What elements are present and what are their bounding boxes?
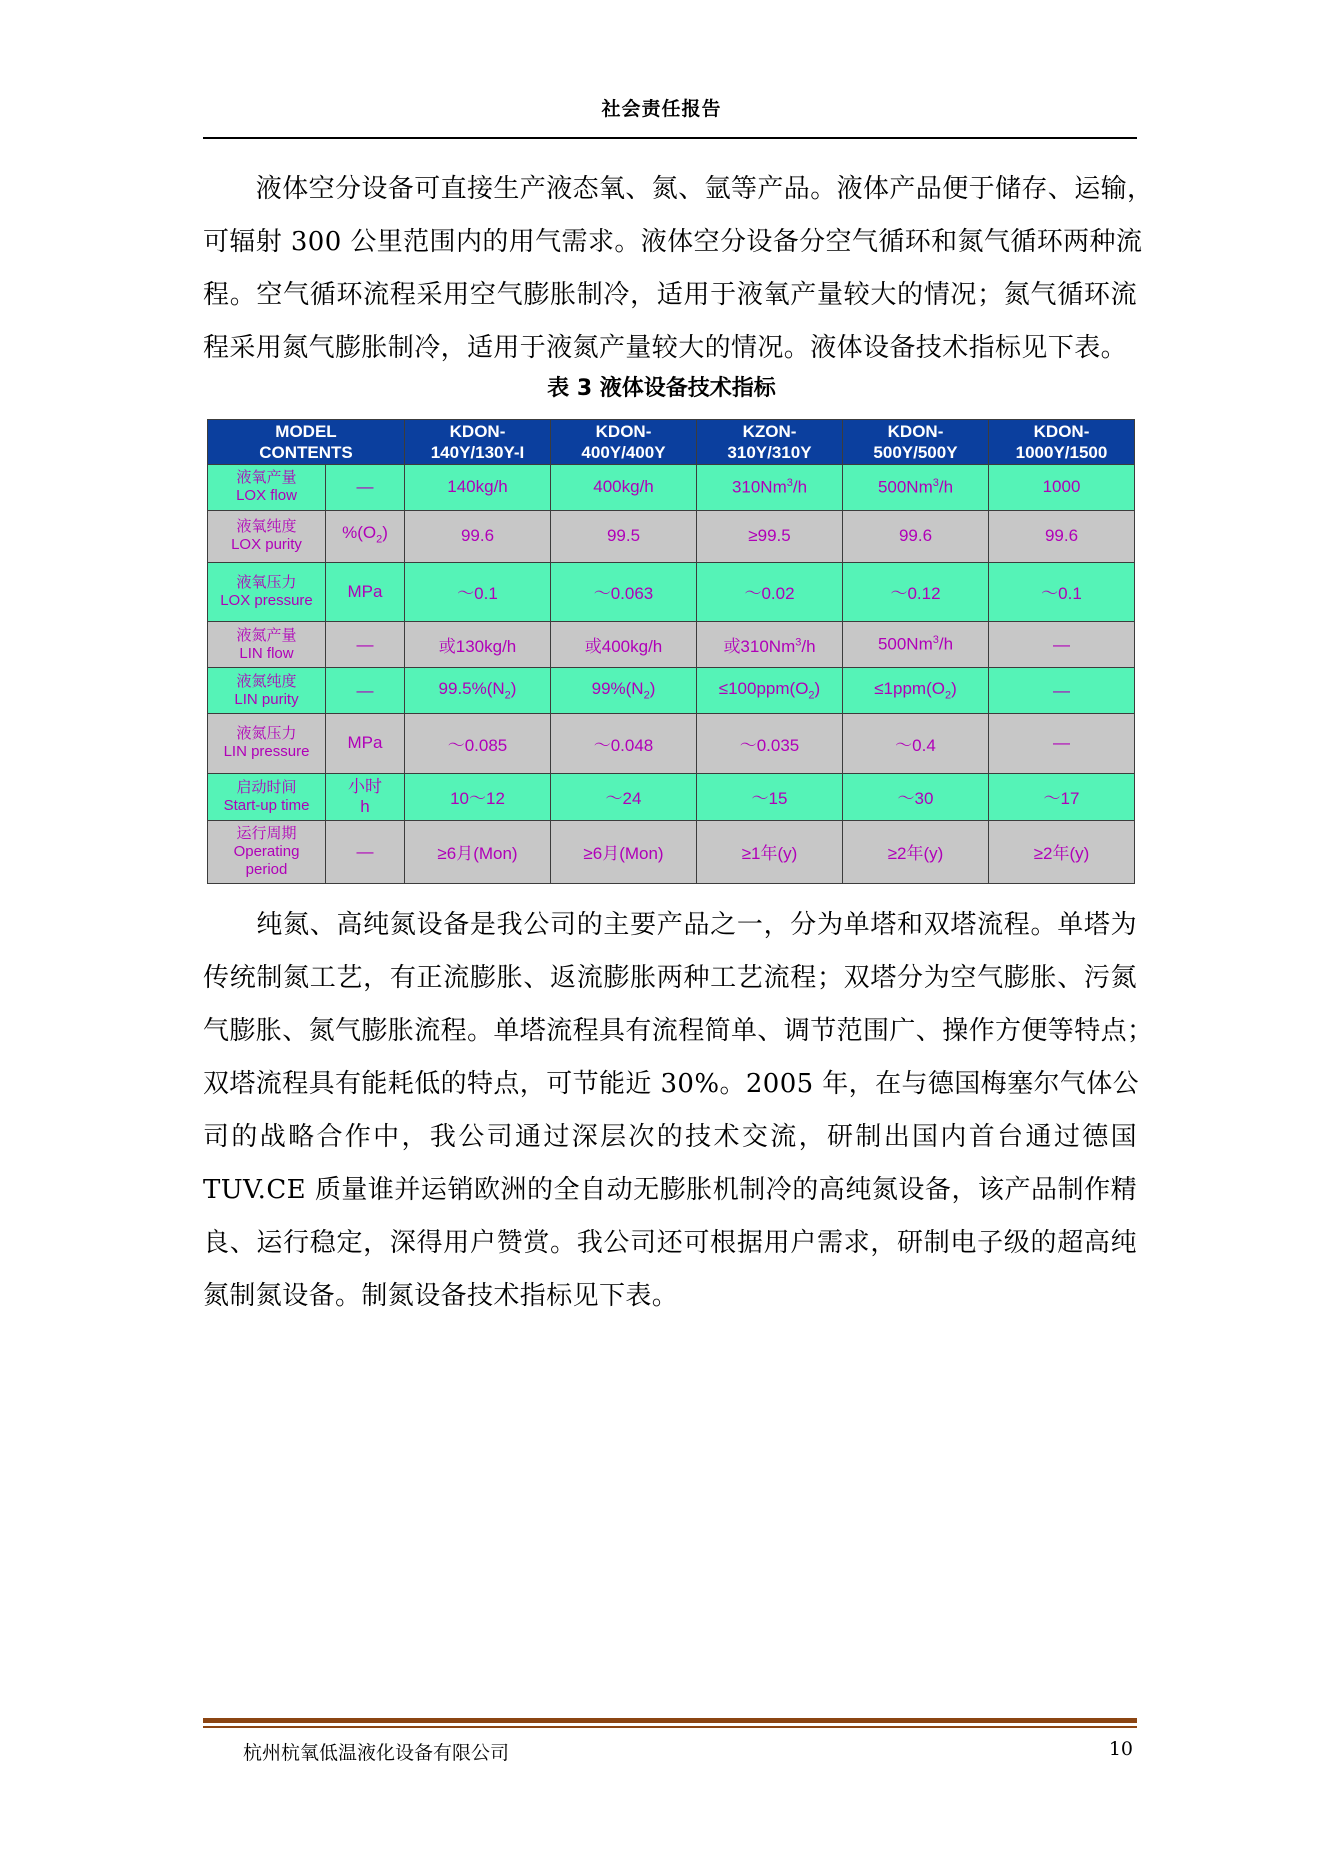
row-unit: — [326,622,405,668]
table-cell: $99\%(N_2)$ [551,668,697,714]
table-cell: ≥6月(Mon) [551,820,697,883]
table-cell: 140kg/h [405,465,551,511]
paragraph-line: 良、运行稳定，深得用户赞赏。我公司还可根据用户需求，研制电子级的超高纯 [203,1228,1137,1258]
page-header-title: 社会责任报告 [601,98,722,120]
paragraph-line: 司的战略合作中，我公司通过深层次的技术交流，研制出国内首台通过德国 [203,1122,1137,1152]
header-divider [203,137,1137,139]
table-cell: ～0.1 [989,562,1135,622]
table-cell: ≥99.5 [697,510,843,562]
table-cell: ～15 [697,773,843,820]
paragraph-line: 程。空气循环流程采用空气膨胀制冷，适用于液氧产量较大的情况；氮气循环流 [203,280,1137,310]
table-cell: $99.5\%(N_2)$ [405,668,551,714]
table-cell: $\le 100ppm(O_2)$ [697,668,843,714]
table-cell: 310Nm$^3$/h [697,465,843,511]
header-model-contents: MODEL CONTENTS [208,420,405,465]
table-cell: 500Nm$^3$/h [843,622,989,668]
header-model-3: KZON- 310Y/310Y [697,420,843,465]
footer-divider-thin [203,1726,1137,1728]
paragraph-nitrogen-equipment [203,899,1154,1323]
table-cell: ～30 [843,773,989,820]
paragraph-line: 纯氮、高纯氮设备是我公司的主要产品之一，分为单塔和双塔流程。单塔为 [203,910,1137,940]
table-caption: 表 3 液体设备技术指标 [547,376,776,401]
footer-company-name: 杭州杭氧低温液化设备有限公司 [243,1742,510,1764]
table-cell: — [989,668,1135,714]
table-cell: — [989,622,1135,668]
paragraph-liquid-air-separation [203,163,1154,375]
table-cell: 10～12 [405,773,551,820]
row-label: 液氧纯度 LOX purity [208,510,326,562]
paragraph-line: 程采用氮气膨胀制冷，适用于液氮产量较大的情况。液体设备技术指标见下表。 [203,333,1128,363]
table-cell: 99.5 [551,510,697,562]
row-unit: MPa [326,714,405,774]
row-unit: $\%(O_2)$ [326,510,405,562]
paragraph-line: 氮制氮设备。制氮设备技术指标见下表。 [203,1281,679,1311]
row-unit: — [326,465,405,511]
table-cell: — [989,714,1135,774]
table-cell: 99.6 [405,510,551,562]
paragraph-line: 液体空分设备可直接生产液态氧、氮、氩等产品。液体产品便于储存、运输， [203,174,1154,204]
row-label: 运行周期 Operating period [208,820,326,883]
table-cell: ≥2年(y) [989,820,1135,883]
table-cell: 或310Nm$^3$/h [697,622,843,668]
row-unit: — [326,820,405,883]
table-cell: 1000 [989,465,1135,511]
header-model-4: KDON- 500Y/500Y [843,420,989,465]
header-model-1: KDON- 140Y/130Y-I [405,420,551,465]
row-unit: 小时 h [326,773,405,820]
table-cell: ～0.1 [405,562,551,622]
liquid-equipment-spec-table [207,419,1135,884]
table-row [208,773,1135,820]
table-row [208,820,1135,883]
table-cell: ≥6月(Mon) [405,820,551,883]
row-unit: — [326,668,405,714]
table-cell: 或130kg/h [405,622,551,668]
row-label: 液氧压力 LOX pressure [208,562,326,622]
table-cell: ～24 [551,773,697,820]
table-cell: ～0.085 [405,714,551,774]
table-cell: 99.6 [989,510,1135,562]
table-cell: ～0.035 [697,714,843,774]
table-cell: 400kg/h [551,465,697,511]
paragraph-line: 双塔流程具有能耗低的特点，可节能近 30%。2005 年，在与德国梅塞尔气体公 [203,1069,1140,1099]
table-row [208,510,1135,562]
row-label: 液氮纯度 LIN purity [208,668,326,714]
table-row [208,465,1135,511]
table-row [208,714,1135,774]
table-cell: 99.6 [843,510,989,562]
table-cell: $\le 1ppm(O_2)$ [843,668,989,714]
paragraph-line: TUV.CE 质量谁并运销欧洲的全自动无膨胀机制冷的高纯氮设备，该产品制作精 [203,1175,1137,1205]
table-cell: ～0.4 [843,714,989,774]
row-label: 启动时间 Start-up time [208,773,326,820]
table-cell: ≥2年(y) [843,820,989,883]
paragraph-line: 传统制氮工艺，有正流膨胀、返流膨胀两种工艺流程；双塔分为空气膨胀、污氮 [203,963,1137,993]
header-model-5: KDON- 1000Y/1500 [989,420,1135,465]
table-cell: ～0.12 [843,562,989,622]
row-label: 液氮压力 LIN pressure [208,714,326,774]
table-row [208,668,1135,714]
table-row [208,562,1135,622]
table-cell: ～17 [989,773,1135,820]
row-unit: MPa [326,562,405,622]
table-cell: ～0.048 [551,714,697,774]
table-cell: 500Nm$^3$/h [843,465,989,511]
paragraph-line: 可辐射 300 公里范围内的用气需求。液体空分设备分空气循环和氮气循环两种流 [203,227,1143,257]
table-cell: ～0.02 [697,562,843,622]
table-cell: 或400kg/h [551,622,697,668]
table-header-row [208,420,1135,465]
table-cell: ≥1年(y) [697,820,843,883]
table-cell: ～0.063 [551,562,697,622]
page-number: 10 [1108,1738,1133,1760]
row-label: 液氮产量 LIN flow [208,622,326,668]
footer-divider-thick [203,1718,1137,1723]
table-row [208,622,1135,668]
row-label: 液氧产量 LOX flow [208,465,326,511]
header-model-2: KDON- 400Y/400Y [551,420,697,465]
paragraph-line: 气膨胀、氮气膨胀流程。单塔流程具有流程简单、调节范围广、操作方便等特点； [203,1016,1154,1046]
